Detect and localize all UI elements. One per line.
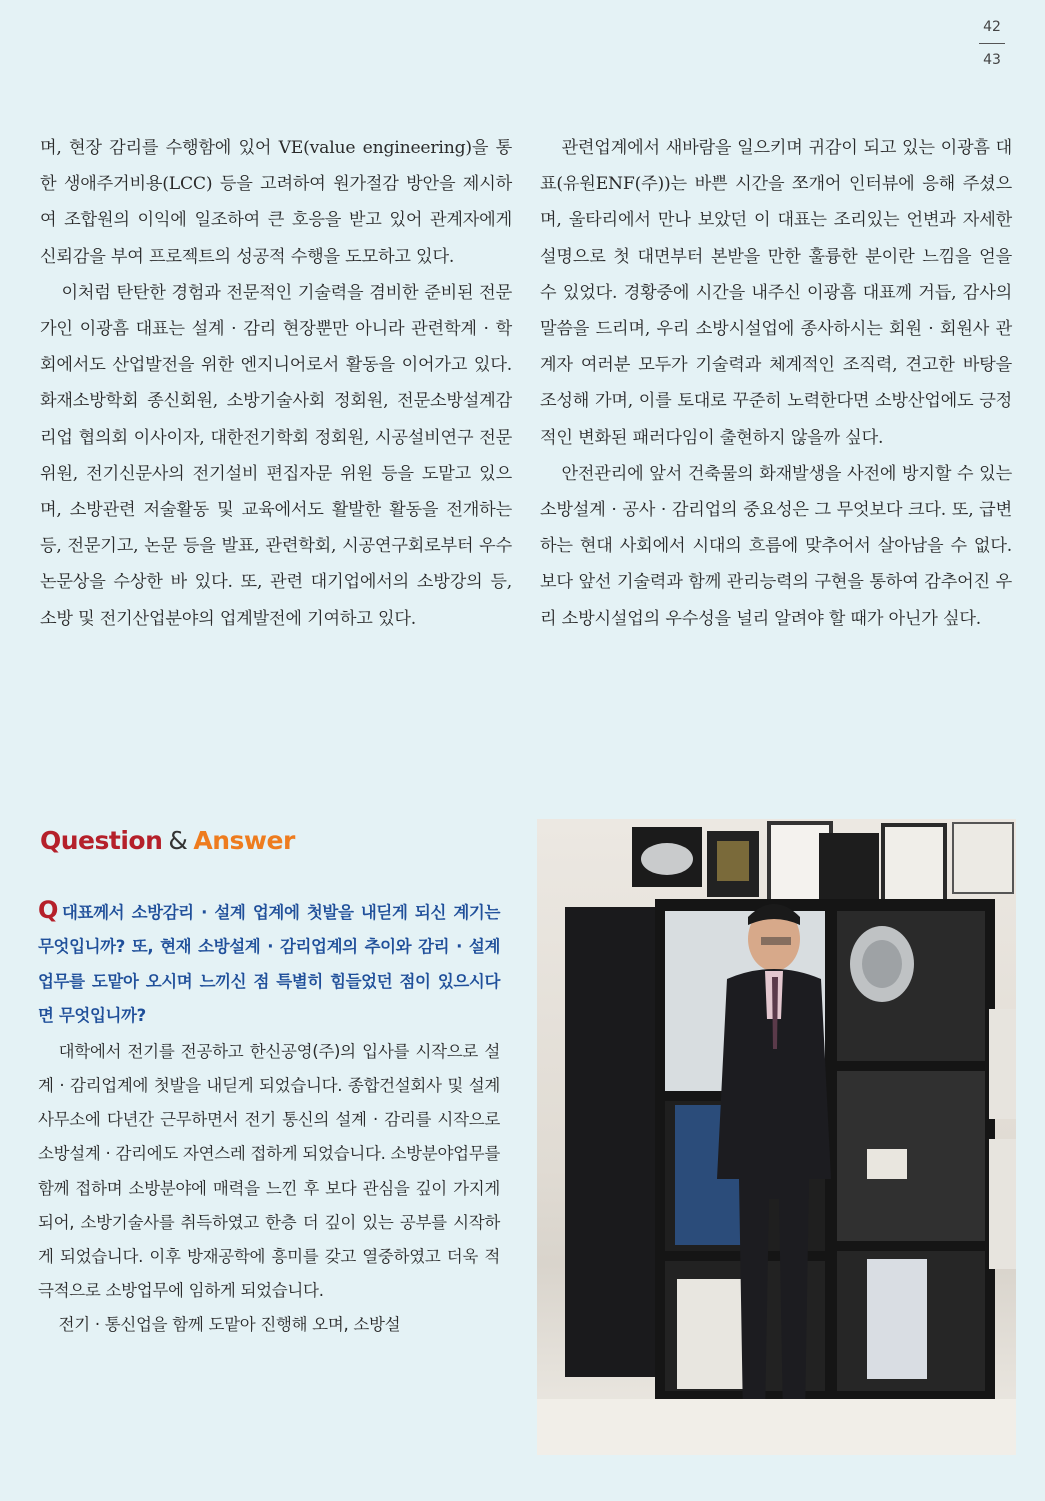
photo-illustration bbox=[537, 819, 1016, 1455]
book-stack bbox=[867, 1259, 927, 1379]
cabinet-door bbox=[565, 907, 665, 1377]
answer-paragraph-1: 대학에서 전기를 전공하고 한신공영(주)의 입사를 시작으로 설계 · 감리업계에 첫발을 내딛게 되었습니다. 종합건설회사 및 설계사무소에 다년간 근무하면서 전기 통신의 설계 · 감리를 시작으로 소방설계 · 감리에도 자연스레 접하게 되었습니다. 소방분야업무를 함께 접하며 소방분야에 매력을 느낀 후 보다 관심을 깊이 가지게 되어, 소방기술사를 취득하였고 한층 더 깊이 있는 공부를 시작하게 되었습니다. 이후 방재공학에 흥미를 갖고 열중하였고 더욱 적극적으로 소방업무에 임하게 되었습니다. bbox=[38, 1042, 500, 1300]
interview-answer bbox=[38, 1035, 500, 1342]
answer-paragraph-2: 전기 · 통신업을 함께 도맡아 진행해 오며, 소방설 bbox=[58, 1314, 401, 1334]
qa-title-question: Question bbox=[40, 826, 163, 855]
certificate-frame-2 bbox=[883, 825, 945, 901]
question-text: 대표께서 소방감리 · 설계 업계에 첫발을 내딛게 되신 계기는 무엇입니까? 또, 현재 소방설계 · 감리업계의 추이와 감리 · 설계업무를 도맡아 오시며 느끼신 점 특별히 힘들었던 점이 있으시다면 무엇입니까? bbox=[38, 903, 500, 1025]
page-number-divider bbox=[979, 43, 1005, 44]
qa-title-ampersand: & bbox=[168, 826, 188, 855]
page-number-right: 43 bbox=[983, 52, 1001, 68]
tie bbox=[772, 977, 778, 1049]
page-number-left: 42 bbox=[983, 19, 1001, 35]
left-text-column bbox=[40, 130, 512, 637]
plaque-dark-2 bbox=[819, 833, 879, 899]
left-paragraph-2: 이처럼 탄탄한 경험과 전문적인 기술력을 겸비한 준비된 전문가인 이광흠 대표는 설계 · 감리 현장뿐만 아니라 관련학계 · 학회에서도 산업발전을 위한 엔지니어로서 활동을 이어가고 있다. 화재소방학회 종신회원, 소방기술사회 정회원, 전문소방설계감리업 협의회 이사이자, 대한전기학회 정회원, 시공설비연구 전문위원, 전기신문사의 전기설비 편집자문 위원 등을 도맡고 있으며, 소방관련 저술활동 및 교육에서도 활발한 활동을 전개하는 등, 전문기고, 논문 등을 발표, 관련학회, 시공연구회로부터 우수논문상을 수상한 바 있다. 또, 관련 대기업에서의 소방강의 등, 소방 및 전기산업분야의 업계발전에 기여하고 있다. bbox=[40, 282, 512, 629]
qa-block bbox=[38, 893, 500, 1342]
qa-title-answer: Answer bbox=[193, 826, 295, 855]
small-frame bbox=[867, 1149, 907, 1179]
paper-stack bbox=[677, 1279, 747, 1389]
right-paragraph-2: 안전관리에 앞서 건축물의 화재발생을 사전에 방지할 수 있는 소방설계 · 공사 · 감리업의 중요성은 그 무엇보다 크다. 또, 급변하는 현대 사회에서 시대의 흐름에 맞추어서 살아남을 수 없다. 보다 앞선 기술력과 함께 관리능력의 구현을 통하여 감추어진 우리 소방시설업의 우수성을 널리 알려야 할 때가 아닌가 싶다. bbox=[540, 463, 1012, 629]
silver-plate bbox=[641, 843, 693, 875]
question-mark-letter: Q bbox=[38, 896, 59, 924]
certificate-frame-3 bbox=[953, 823, 1013, 893]
glasses bbox=[761, 937, 791, 945]
floor bbox=[537, 1399, 1016, 1455]
page-numbers bbox=[977, 20, 1007, 67]
interview-photo bbox=[537, 819, 1016, 1455]
right-paragraph-1: 관련업계에서 새바람을 일으키며 귀감이 되고 있는 이광흠 대표(유원ENF(주))는 바쁜 시간을 쪼개어 인터뷰에 응해 주셨으며, 울타리에서 만나 보았던 이 대표는 조리있는 언변과 자세한 설명으로 첫 대면부터 본받을 만한 훌륭한 분이란 느낌을 얻을 수 있었다. 경황중에 시간을 내주신 이광흠 대표께 거듭, 감사의 말씀을 드리며, 우리 소방시설업에 종사하시는 회원 · 회원사 관계자 여러분 모두가 기술력과 체계적인 조직력, 견고한 바탕을 조성해 가며, 이를 토대로 꾸준히 노력한다면 소방산업에도 긍정적인 변화된 패러다임이 출현하지 않을까 싶다. bbox=[540, 138, 1012, 448]
left-paragraph-1: 며, 현장 감리를 수행함에 있어 VE(value engineering)을 통한 생애주거비용(LCC) 등을 고려하여 원가절감 방안을 제시하여 조합원의 이익에 일조하여 큰 호응을 받고 있어 관계자에게 신뢰감을 부여 프로젝트의 성공적 수행을 도모하고 있다. bbox=[40, 138, 512, 267]
right-text-column bbox=[540, 130, 1012, 637]
qa-section-title bbox=[40, 826, 295, 855]
interview-question bbox=[38, 893, 500, 1033]
